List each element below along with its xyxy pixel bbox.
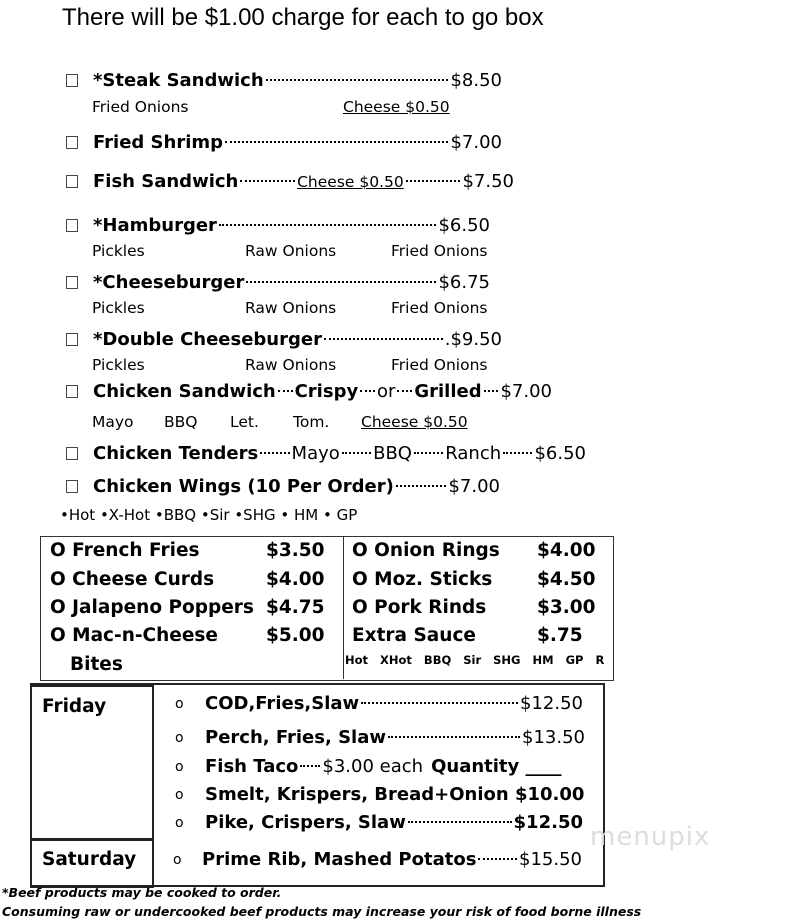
item-option: Mayo — [92, 413, 134, 431]
menu-item — [66, 381, 552, 402]
leader-dots — [266, 79, 449, 81]
special-price: $3.00 each — [322, 756, 424, 777]
page-title: There will be $1.00 charge for each to go box — [62, 4, 544, 31]
item-option: Fried Onions — [92, 98, 189, 116]
leader-dots — [484, 390, 499, 392]
item-option: Pickles — [92, 242, 145, 260]
item-name: Chicken Wings (10 Per Order) — [93, 476, 394, 497]
item-option: Pickles — [92, 356, 145, 374]
or-text: or — [377, 381, 396, 402]
leader-dots — [406, 180, 461, 182]
special-price: $12.50 — [513, 812, 583, 833]
checkbox[interactable] — [66, 385, 78, 398]
menu-item — [66, 476, 500, 497]
item-option: Raw Onions — [245, 299, 337, 317]
leader-dots — [414, 452, 443, 454]
bullet-icon: o — [175, 730, 184, 746]
bullet-icon: o — [175, 696, 184, 712]
item-price: $6.50 — [534, 443, 586, 464]
side-price: $4.00 — [537, 540, 596, 561]
special-name: Fish Taco — [205, 756, 299, 777]
item-option: Fried Onions — [391, 356, 488, 374]
item-name: Fried Shrimp — [93, 132, 224, 153]
item-option: Fried Onions — [391, 299, 488, 317]
leader-dots — [397, 390, 412, 392]
item-option: Raw Onions — [245, 242, 337, 260]
leader-dots — [408, 821, 512, 823]
checkbox[interactable] — [66, 219, 78, 232]
leader-dots — [260, 452, 289, 454]
saturday-label: Saturday — [42, 849, 137, 870]
leader-dots — [478, 858, 517, 860]
item-extra: Cheese $0.50 — [343, 98, 450, 116]
menu-item — [66, 272, 490, 293]
leader-dots — [503, 452, 532, 454]
checkbox[interactable] — [66, 175, 78, 188]
item-extra: Cheese $0.50 — [361, 413, 468, 431]
watermark: menupix — [590, 822, 711, 852]
item-price: $7.50 — [462, 171, 514, 192]
item-option: Pickles — [92, 299, 145, 317]
special-name: Prime Rib, Mashed Potatos — [202, 849, 477, 870]
side-price: $.75 — [537, 625, 583, 646]
leader-dots — [342, 452, 371, 454]
side-name: O Mac-n-Cheese — [50, 625, 218, 646]
item-name: Chicken Sandwich — [93, 381, 276, 402]
side-price: $4.75 — [266, 597, 325, 618]
bullet-icon: o — [175, 787, 184, 803]
bullet-icon: o — [175, 815, 184, 831]
checkbox[interactable] — [66, 136, 78, 149]
special-item — [205, 784, 584, 805]
side-name: O Jalapeno Poppers — [50, 597, 254, 618]
special-price: $12.50 — [520, 693, 583, 714]
special-name: COD,Fries,Slaw — [205, 693, 360, 714]
side-name: O Moz. Sticks — [352, 569, 493, 590]
side-name: O Pork Rinds — [352, 597, 487, 618]
menu-item — [66, 70, 502, 91]
quantity-field[interactable]: Quantity ____ — [431, 756, 562, 777]
side-name: O Cheese Curds — [50, 569, 215, 590]
item-option: Let. — [230, 413, 259, 431]
footer-warning: Consuming raw or undercooked beef products may increase your risk of food borne illness — [2, 904, 642, 919]
side-price: $3.50 — [266, 540, 325, 561]
special-name: Perch, Fries, Slaw — [205, 727, 386, 748]
special-name: Pike, Crispers, Slaw — [205, 812, 406, 833]
menu-item — [66, 171, 514, 192]
item-price: $8.50 — [450, 70, 502, 91]
checkbox[interactable] — [66, 74, 78, 87]
item-name: *Cheeseburger — [93, 272, 245, 293]
item-option: Fried Onions — [391, 242, 488, 260]
item-price: .$9.50 — [444, 329, 502, 350]
item-price: $7.00 — [500, 381, 552, 402]
menu-item — [66, 132, 502, 153]
menu-item — [66, 215, 490, 236]
leader-dots — [388, 736, 520, 738]
item-price: $6.75 — [438, 272, 490, 293]
item-option: Raw Onions — [245, 356, 337, 374]
side-price: $4.50 — [537, 569, 596, 590]
checkbox[interactable] — [66, 480, 78, 493]
item-extra: Cheese $0.50 — [297, 173, 404, 191]
bullet-icon: o — [173, 852, 182, 868]
leader-dots — [324, 338, 443, 340]
item-name: *Double Cheeseburger — [93, 329, 322, 350]
leader-dots — [225, 141, 448, 143]
checkbox[interactable] — [66, 447, 78, 460]
item-name: Chicken Tenders — [93, 443, 259, 464]
leader-dots — [278, 390, 293, 392]
item-price: $7.00 — [448, 476, 500, 497]
leader-dots — [361, 702, 518, 704]
checkbox[interactable] — [66, 333, 78, 346]
item-price: $6.50 — [438, 215, 490, 236]
special-price: $13.50 — [522, 727, 585, 748]
sauce-option: BBQ — [373, 443, 412, 464]
leader-dots — [240, 180, 295, 182]
sauce-option: Ranch — [445, 443, 502, 464]
checkbox[interactable] — [66, 276, 78, 289]
special-item — [205, 727, 585, 748]
sauce-list: Hot XHot BBQ Sir SHG HM GP R — [345, 653, 605, 667]
item-option: BBQ — [164, 413, 198, 431]
side-name: O French Fries — [50, 540, 200, 561]
choice-grilled: Grilled — [414, 381, 482, 402]
side-name-cont: Bites — [70, 654, 123, 675]
leader-dots — [300, 765, 320, 767]
side-price: $5.00 — [266, 625, 325, 646]
item-option: Tom. — [293, 413, 330, 431]
sides-divider — [343, 536, 344, 679]
item-name: Fish Sandwich — [93, 171, 239, 192]
wing-flavors: •Hot •X-Hot •BBQ •Sir •SHG • HM • GP — [60, 506, 358, 524]
footer-note: *Beef products may be cooked to order. — [2, 885, 282, 900]
friday-label: Friday — [42, 696, 107, 717]
special-item — [205, 756, 587, 777]
side-name: Extra Sauce — [352, 625, 476, 646]
side-price: $3.00 — [537, 597, 596, 618]
item-price: $7.00 — [450, 132, 502, 153]
special-item — [205, 812, 583, 833]
menu-item — [66, 329, 502, 350]
special-item — [202, 849, 582, 870]
side-price: $4.00 — [266, 569, 325, 590]
leader-dots — [246, 281, 436, 283]
item-name: *Hamburger — [93, 215, 217, 236]
item-name: *Steak Sandwich — [93, 70, 264, 91]
special-item — [205, 693, 583, 714]
special-price: $15.50 — [519, 849, 582, 870]
choice-crispy: Crispy — [294, 381, 359, 402]
leader-dots — [219, 224, 437, 226]
sauce-option: Mayo — [291, 443, 340, 464]
bullet-icon: o — [175, 759, 184, 775]
special-name: Smelt, Krispers, Bread+Onion $10.00 — [205, 784, 585, 805]
side-name: O Onion Rings — [352, 540, 500, 561]
leader-dots — [396, 485, 447, 487]
menu-item — [66, 443, 586, 464]
leader-dots — [360, 390, 375, 392]
